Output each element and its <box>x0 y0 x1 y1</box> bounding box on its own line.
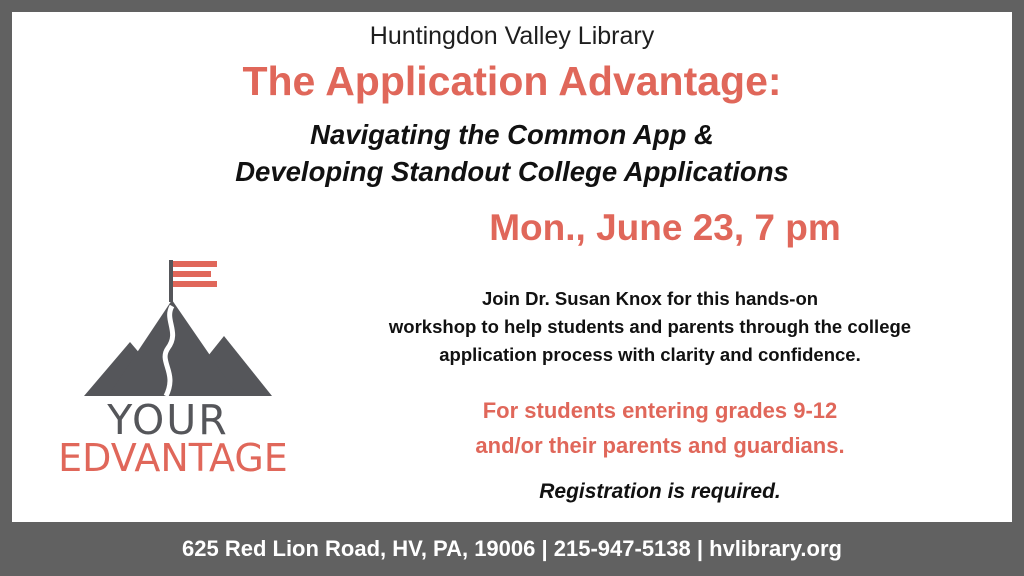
audience-line-1: For students entering grades 9-12 <box>482 398 838 423</box>
audience-line-2: and/or their parents and guardians. <box>475 433 845 458</box>
registration-note: Registration is required. <box>539 480 781 503</box>
logo-word-edvantage: EDVANTAGE <box>58 436 288 478</box>
library-name: Huntingdon Valley Library <box>369 22 655 50</box>
event-title: The Application Advantage: <box>242 58 782 104</box>
logo-word-your: YOUR <box>107 396 229 444</box>
event-date: Mon., June 23, 7 pm <box>489 207 841 248</box>
event-description <box>320 285 980 369</box>
footer-contact: 625 Red Lion Road, HV, PA, 19006 | 215-947-5138 | hvlibrary.org <box>182 536 842 561</box>
description-line-2: workshop to help students and parents through the college <box>388 316 912 337</box>
subtitle-line-1: Navigating the Common App & <box>310 119 714 150</box>
description-line-3: application process with clarity and confidence. <box>439 344 861 365</box>
subtitle-line-2: Developing Standout College Applications <box>235 156 789 187</box>
mountain-flag-icon <box>84 260 272 396</box>
event-audience <box>330 393 990 463</box>
your-edvantage-logo <box>48 258 318 478</box>
event-subtitle <box>0 116 1024 190</box>
description-line-1: Join Dr. Susan Knox for this hands-on <box>481 288 819 309</box>
